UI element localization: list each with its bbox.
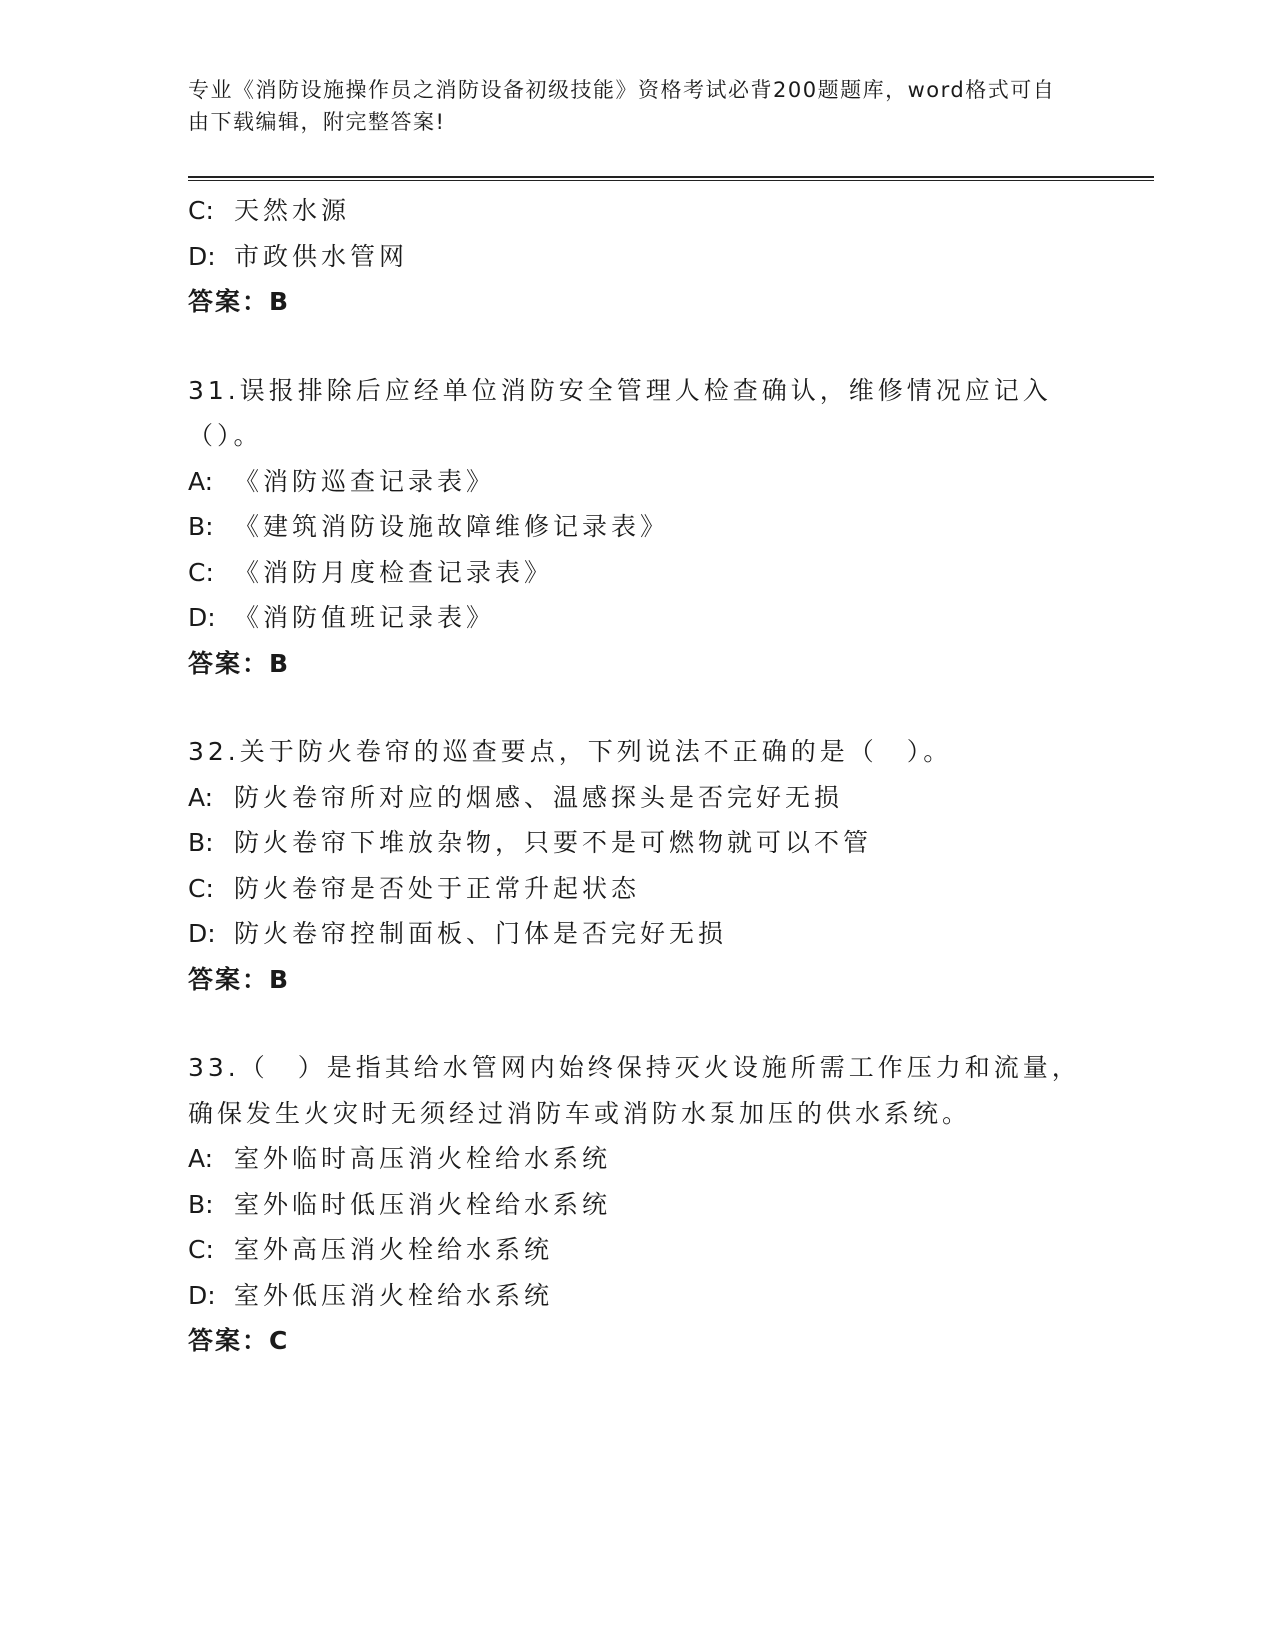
answer-line: 答案：B (188, 648, 291, 678)
spacer (188, 1002, 1088, 1045)
question-32 (188, 729, 1088, 1002)
spacer (188, 686, 1088, 729)
answer-line: 答案：C (188, 1326, 290, 1355)
option-text: 室外临时高压消火栓给水系统 (234, 1144, 612, 1173)
option-d (188, 1273, 1088, 1319)
option-key: B: (188, 512, 214, 541)
option-text: 《消防值班记录表》 (234, 603, 496, 632)
option-a (188, 459, 1088, 505)
option-text: 室外低压消火栓给水系统 (234, 1280, 554, 1310)
answer-line: 答案：B (188, 287, 291, 316)
option-key: D: (188, 919, 216, 948)
option-text: 《消防月度检查记录表》 (234, 557, 554, 587)
option-c (188, 188, 1088, 234)
question-33 (188, 1045, 1088, 1364)
option-text: 《消防巡查记录表》 (234, 466, 496, 496)
option-key: D: (188, 1280, 216, 1310)
option-text: 防火卷帘是否处于正常升起状态 (234, 873, 641, 903)
option-key: C: (188, 196, 214, 225)
option-text: 室外高压消火栓给水系统 (234, 1235, 554, 1264)
header-divider (188, 176, 1154, 181)
option-d (188, 595, 1088, 641)
option-b (188, 1182, 1088, 1228)
option-key: B: (188, 828, 214, 857)
option-a (188, 775, 1088, 821)
option-c (188, 550, 1088, 596)
question-31 (188, 368, 1088, 687)
option-d (188, 911, 1088, 957)
option-d (188, 234, 1088, 280)
option-b (188, 504, 1088, 550)
option-text: 市政供水管网 (234, 241, 409, 271)
option-key: C: (188, 557, 214, 587)
option-text: 室外临时低压消火栓给水系统 (234, 1189, 612, 1219)
option-text: 《建筑消防设施故障维修记录表》 (234, 512, 670, 541)
option-text: 防火卷帘下堆放杂物，只要不是可燃物就可以不管 (234, 828, 873, 857)
spacer (188, 325, 1088, 368)
option-key: A: (188, 466, 214, 496)
option-key: D: (188, 603, 216, 632)
option-key: B: (188, 1189, 214, 1219)
option-text: 防火卷帘所对应的烟感、温感探头是否完好无损 (234, 782, 844, 812)
option-text: 天然水源 (234, 196, 351, 225)
question-stem: 32.关于防火卷帘的巡查要点，下列说法不正确的是（ ）。 (188, 737, 953, 766)
option-key: C: (188, 873, 214, 903)
option-a (188, 1136, 1088, 1182)
option-key: C: (188, 1235, 214, 1264)
question-stem: 31.误报排除后应经单位消防安全管理人检查确认，维修情况应记入（）。 (188, 375, 1052, 450)
option-key: D: (188, 241, 216, 271)
option-b (188, 820, 1088, 866)
answer-line: 答案：B (188, 964, 291, 994)
question-stem: 33.（ ）是指其给水管网内始终保持灭火设施所需工作压力和流量，确保发生火灾时无须经过消防车或消防水泵加压的供水系统。 (188, 1053, 1081, 1128)
question-content (188, 188, 1088, 1364)
option-c (188, 866, 1088, 912)
option-c (188, 1227, 1088, 1273)
page-header: 专业《消防设施操作员之消防设备初级技能》资格考试必背200题题库，word格式可自由下载编辑，附完整答案! (188, 78, 1056, 134)
option-text: 防火卷帘控制面板、门体是否完好无损 (234, 919, 728, 948)
prev-question-block (188, 188, 1088, 325)
option-key: A: (188, 782, 214, 812)
option-key: A: (188, 1144, 214, 1173)
